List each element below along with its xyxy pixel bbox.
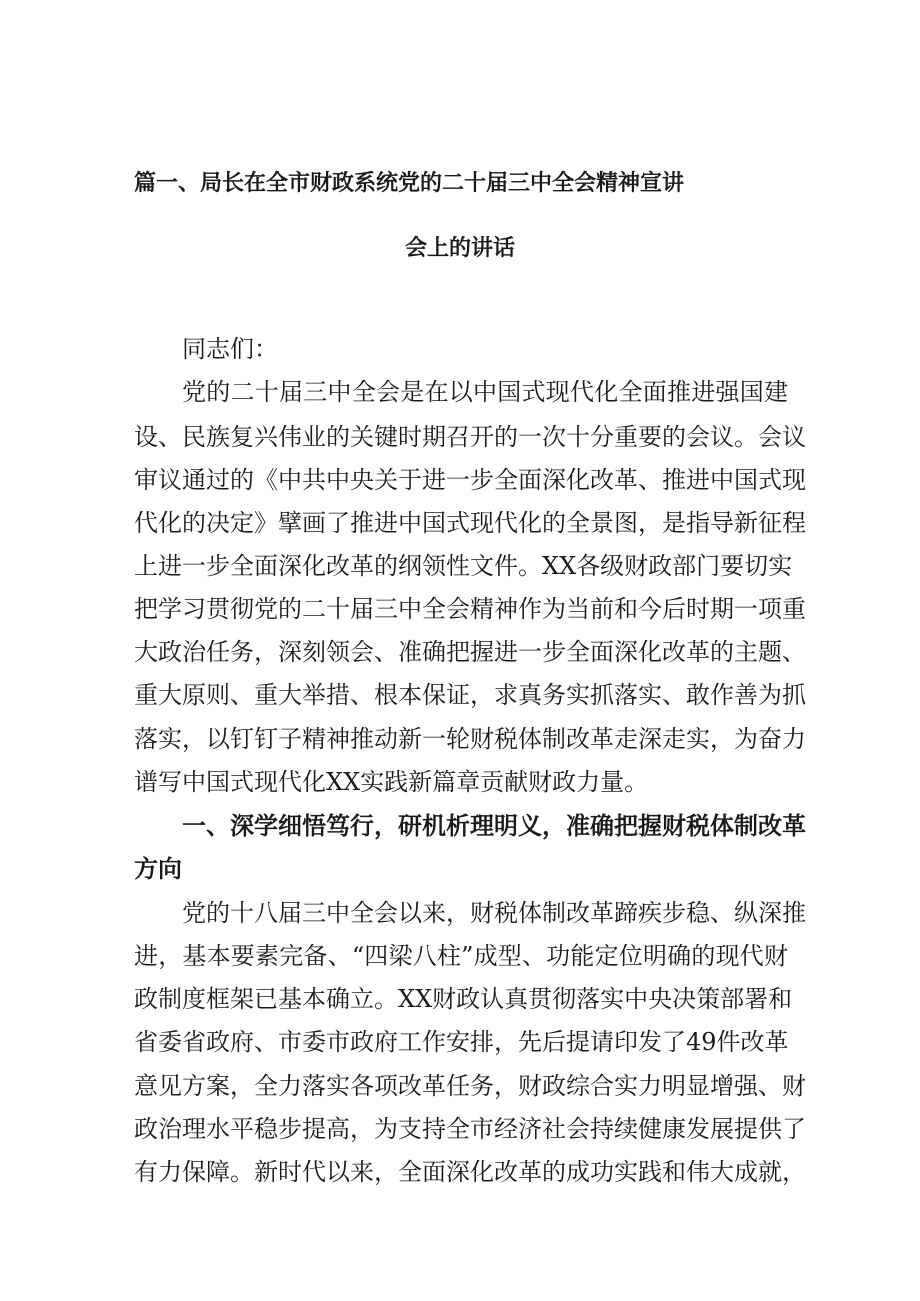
paragraph-line: 谱写中国式现代化XX实践新篇章贡献财政力量。 <box>134 768 649 796</box>
paragraph-line: 政制度框架已基本确立。XX财政认真贯彻落实中央决策部署和 <box>134 985 793 1013</box>
salutation: 同志们： <box>182 335 278 363</box>
paragraph-line: 省委省政府、市委市政府工作安排，先后提请印发了49件改革 <box>134 1028 789 1056</box>
document-title-line-1: 篇一、局长在全市财政系统党的二十届三中全会精神宣讲 <box>134 171 685 196</box>
paragraph-line: 意见方案，全力落实各项改革任务，财政综合实力明显增强、财 <box>134 1072 806 1100</box>
paragraph-line: 大政治任务，深刻领会、准确把握进一步全面深化改革的主题、 <box>134 638 806 666</box>
paragraph-line: 设、民族复兴伟业的关键时期召开的一次十分重要的会议。会议 <box>134 423 806 451</box>
paragraph-line: 政治理水平稳步提高，为支持全市经济社会持续健康发展提供了 <box>134 1115 806 1143</box>
document-title-line-2: 会上的讲话 <box>404 236 515 261</box>
paragraph-line: 重大原则、重大举措、根本保证，求真务实抓落实、敢作善为抓 <box>134 681 806 709</box>
section-heading-line-1: 一、深学细悟笃行，研机析理明义，准确把握财税体制改革 <box>182 812 806 840</box>
paragraph-line: 上进一步全面深化改革的纲领性文件。XX各级财政部门要切实 <box>134 552 793 580</box>
paragraph-line: 有力保障。新时代以来，全面深化改革的成功实践和伟大成就， <box>134 1158 806 1186</box>
paragraph-line: 进，基本要素完备、“四梁八柱”成型、功能定位明确的现代财 <box>134 942 788 970</box>
section-heading-line-2: 方向 <box>134 855 182 883</box>
paragraph-line: 审议通过的《中共中央关于进一步全面深化改革、推进中国式现 <box>134 466 806 494</box>
paragraph-line: 把学习贯彻党的二十届三中全会精神作为当前和今后时期一项重 <box>134 595 806 623</box>
paragraph-line: 落实，以钉钉子精神推动新一轮财税体制改革走深走实，为奋力 <box>134 725 806 753</box>
paragraph-line: 党的二十届三中全会是在以中国式现代化全面推进强国建 <box>182 378 788 406</box>
paragraph-line: 代化的决定》擘画了推进中国式现代化的全景图，是指导新征程 <box>134 509 806 537</box>
paragraph-line: 党的十八届三中全会以来，财税体制改革蹄疾步稳、纵深推 <box>182 899 806 927</box>
